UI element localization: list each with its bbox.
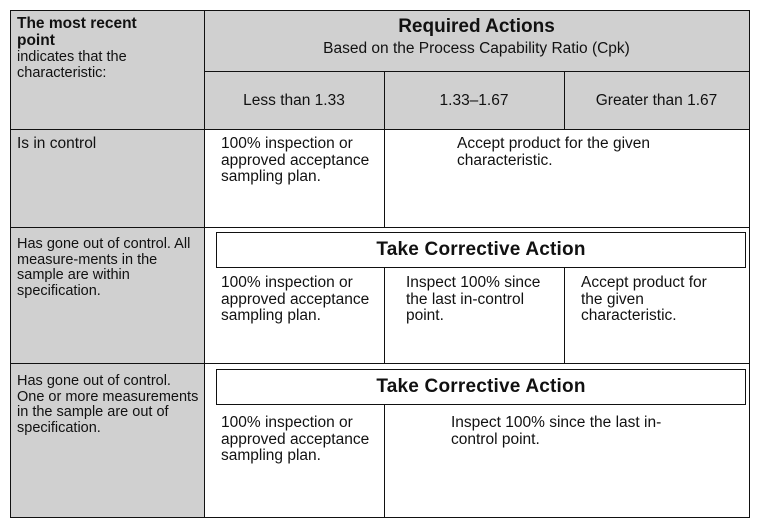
row1-col23-text: Accept product for the given characteristic. [457, 135, 651, 169]
row3-banner: Take Corrective Action [216, 369, 746, 405]
column-header-low: Less than 1.33 [243, 92, 345, 109]
row2-col-divider-2 [564, 267, 565, 363]
divider-row1 [11, 227, 749, 228]
divider-header [11, 129, 749, 130]
header-left-rest: indicates that the characteristic: [17, 49, 127, 82]
header-left-bold: The most recent point [17, 15, 137, 49]
row1-condition: Is in control [17, 135, 97, 152]
divider-row2 [11, 363, 749, 364]
row1-col1-text: 100% inspection or approved acceptance sampling plan. [221, 135, 370, 186]
row1-col-divider [384, 129, 385, 227]
row2-col-divider-1 [384, 267, 385, 363]
column-header-mid: 1.33–1.67 [439, 92, 509, 109]
column-header-high: Greater than 1.67 [595, 92, 718, 109]
row2-condition: Has gone out of control. All measure-ments in the sample are within specification. [17, 236, 191, 299]
header-left-label [17, 16, 197, 82]
row3-col-divider [384, 403, 385, 517]
row2-banner: Take Corrective Action [216, 232, 746, 268]
header-subtitle: Based on the Process Capability Ratio (Cpk) [323, 40, 630, 57]
row3-col1-text: 100% inspection or approved acceptance sampling plan. [221, 414, 370, 465]
row2-col1-text: 100% inspection or approved acceptance sampling plan. [221, 274, 370, 325]
divider-header-title [204, 71, 749, 72]
row2-col3-text: Accept product for the given characteristic. [581, 274, 707, 325]
row2-col2-text: Inspect 100% since the last in-control point. [406, 274, 541, 325]
row3-condition: Has gone out of control. One or more measurements in the sample are out of specification. [17, 373, 199, 436]
row3-col23-text: Inspect 100% since the last in-control point. [451, 414, 662, 448]
capability-table [10, 10, 750, 518]
header-title: Required Actions [398, 16, 555, 37]
divider-left [204, 11, 205, 517]
